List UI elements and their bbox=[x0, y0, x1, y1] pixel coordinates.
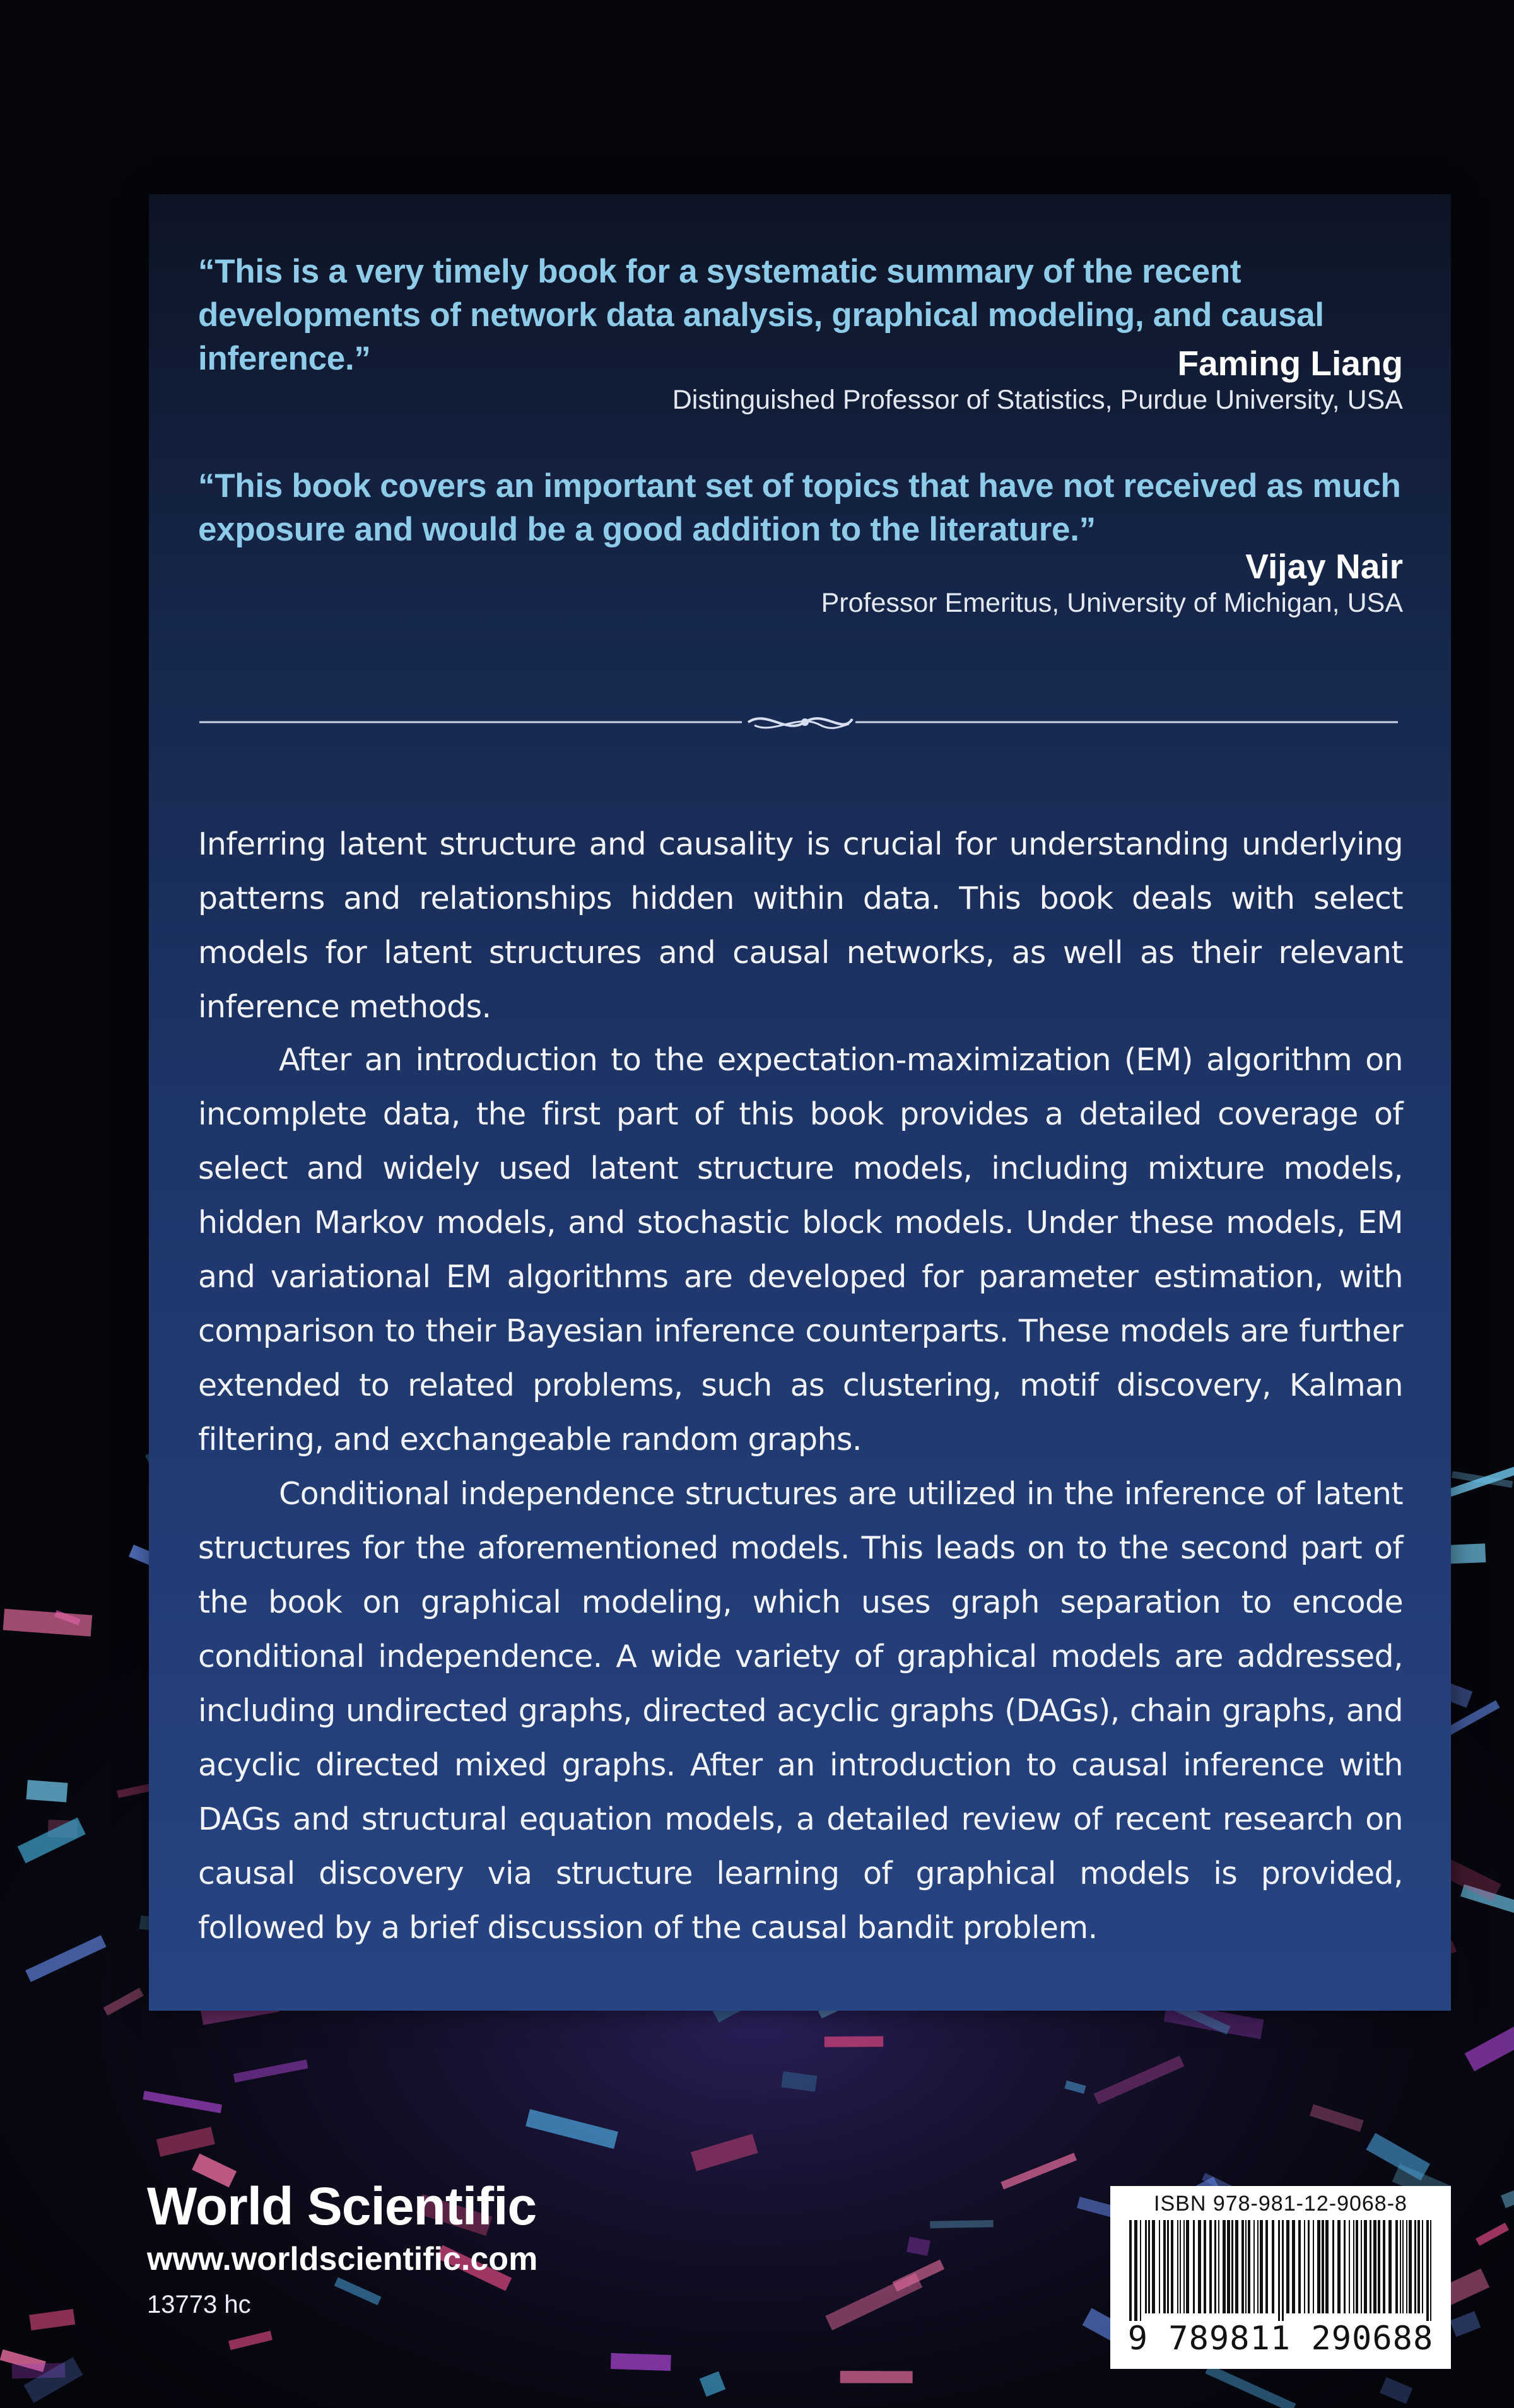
barcode-bar bbox=[1383, 2220, 1385, 2313]
barcode-bar bbox=[1378, 2220, 1380, 2313]
barcode-bar bbox=[1231, 2220, 1233, 2313]
barcode-bar bbox=[1245, 2220, 1247, 2313]
isbn-barcode bbox=[1110, 2186, 1451, 2369]
barcode-bar bbox=[1426, 2220, 1429, 2321]
description-paragraph-3: Conditional independence structures are utilized in the inference of latent structures for the aforementioned models. This leads on to the second part of the book on graphical modeling, which uses graph separation to encode conditional independence. A wide variety of graphical models are addressed, including undirected graphs, directed acyclic graphs (DAGs), chain graphs, and acyclic directed mixed graphs. After an introduction to causal inference with DAGs and structural equation models, a detailed review of recent research on causal discovery via structure learning of graphical models is provided, followed by a brief discussion of the causal bandit problem. bbox=[198, 1476, 1403, 1946]
barcode-bar bbox=[1395, 2220, 1398, 2313]
barcode-bar bbox=[1171, 2220, 1173, 2313]
barcode-bar bbox=[1183, 2220, 1185, 2313]
barcode-bar bbox=[1417, 2220, 1420, 2313]
barcode-bar bbox=[1235, 2220, 1238, 2313]
barcode-bar bbox=[1186, 2220, 1189, 2313]
barcode-bar bbox=[1140, 2220, 1141, 2321]
barcode-bar bbox=[1193, 2220, 1195, 2313]
barcode-bar bbox=[1159, 2220, 1160, 2313]
barcode-bar bbox=[1204, 2220, 1206, 2313]
endorsement-affiliation-1: Distinguished Professor of Statistics, Purdue University, USA bbox=[672, 385, 1403, 415]
barcode-bar bbox=[1370, 2220, 1371, 2313]
barcode-bar bbox=[1332, 2220, 1334, 2313]
barcode-digits: 9 789811 290688 bbox=[1127, 2320, 1434, 2358]
barcode-bar bbox=[1322, 2220, 1324, 2313]
publisher-name: World Scientific bbox=[147, 2177, 537, 2236]
endorsement-quote-2: “This book covers an important set of topics that have not received as much exposure and would be a good addition to the literature.” bbox=[198, 467, 1401, 548]
barcode-bar bbox=[1223, 2220, 1226, 2313]
barcode-bar bbox=[1422, 2220, 1423, 2313]
barcode-bar bbox=[1177, 2220, 1178, 2313]
light-streak bbox=[26, 1780, 68, 1802]
barcode-bar bbox=[1163, 2220, 1166, 2313]
barcode-bar bbox=[1218, 2220, 1219, 2313]
ornamental-flourish-icon bbox=[199, 706, 1398, 738]
barcode-bar bbox=[1406, 2220, 1407, 2313]
barcode-bar bbox=[1257, 2220, 1259, 2313]
barcode-bar bbox=[1265, 2220, 1268, 2313]
barcode-bar bbox=[1286, 2220, 1289, 2313]
barcode-bar bbox=[1272, 2220, 1274, 2313]
light-streak bbox=[930, 2220, 993, 2228]
barcode-bar bbox=[1241, 2220, 1244, 2313]
barcode-bar bbox=[1353, 2220, 1354, 2313]
barcode-bar bbox=[1430, 2220, 1431, 2321]
barcode-bar bbox=[1180, 2220, 1181, 2313]
barcode-bar bbox=[1388, 2220, 1392, 2313]
barcode-bar bbox=[1402, 2220, 1404, 2313]
barcode-bar bbox=[1409, 2220, 1412, 2313]
description-paragraph-1: Inferring latent structure and causality is crucial for understanding underlying patterns and relationships hidden within data. This book deals with select models for latent structures and causal networks, as well as their relevant inference methods. bbox=[198, 826, 1403, 1025]
barcode-bar bbox=[1282, 2220, 1284, 2321]
endorsement-affiliation-2: Professor Emeritus, University of Michigan, USA bbox=[821, 588, 1403, 618]
barcode-bar bbox=[1414, 2220, 1416, 2313]
barcode-bar bbox=[1167, 2220, 1169, 2313]
isbn-label: ISBN 978-981-12-9068-8 bbox=[1154, 2192, 1407, 2216]
barcode-bar bbox=[1304, 2220, 1305, 2313]
barcode-bar bbox=[1373, 2220, 1376, 2313]
barcode-bar bbox=[1152, 2220, 1155, 2313]
barcode-bar bbox=[1145, 2220, 1147, 2313]
light-streak bbox=[824, 2036, 884, 2047]
publisher-url: www.worldscientific.com bbox=[147, 2241, 538, 2277]
barcode-bar bbox=[1356, 2220, 1358, 2313]
barcode-bar bbox=[1337, 2220, 1341, 2313]
barcode-bar bbox=[1129, 2220, 1132, 2321]
barcode-bar bbox=[1325, 2220, 1329, 2313]
barcode-bar bbox=[1134, 2220, 1137, 2321]
barcode-bar bbox=[1253, 2220, 1255, 2313]
barcode-bar bbox=[1198, 2220, 1201, 2313]
barcode-bar bbox=[1344, 2220, 1346, 2313]
barcode-bar bbox=[1148, 2220, 1150, 2313]
barcode-bar bbox=[1298, 2220, 1301, 2313]
endorsement-quote-1: “This is a very timely book for a systematic summary of the recent developments of network data analysis, graphical modeling, and causal inference.” bbox=[198, 253, 1324, 377]
barcode-bar bbox=[1260, 2220, 1263, 2313]
barcode-bar bbox=[1227, 2220, 1230, 2313]
barcode-bar bbox=[1361, 2220, 1362, 2313]
light-streak bbox=[840, 2371, 913, 2383]
barcode-bar bbox=[1209, 2220, 1212, 2313]
endorsement-author-2: Vijay Nair bbox=[1245, 547, 1403, 586]
barcode-bar bbox=[1349, 2220, 1350, 2313]
barcode-bar bbox=[1308, 2220, 1310, 2313]
barcode-bar bbox=[1364, 2220, 1367, 2313]
light-streak bbox=[611, 2353, 671, 2371]
barcode-bar bbox=[1400, 2220, 1401, 2313]
barcode-icon bbox=[1123, 2220, 1438, 2321]
barcode-bar bbox=[1292, 2220, 1295, 2313]
barcode-bar bbox=[1214, 2220, 1216, 2313]
description-paragraph-2: After an introduction to the expectation-maximization (EM) algorithm on incomplete data, the first part of this book provides a detailed coverage of select and widely used latent structure models, including mixture models, hidden Markov models, and stochastic block models. Under these models, EM and variational EM algorithms are developed for parameter estimation, with comparison to their Bayesian inference counterparts. These models are further extended to related problems, such as clustering, motif discovery, Kalman filtering, and exchangeable random graphs. bbox=[198, 1042, 1403, 1458]
barcode-bar bbox=[1278, 2220, 1280, 2321]
barcode-bar bbox=[1317, 2220, 1320, 2313]
barcode-bar bbox=[1248, 2220, 1250, 2313]
barcode-bar bbox=[1313, 2220, 1314, 2313]
endorsement-author-1: Faming Liang bbox=[1177, 344, 1403, 383]
content-panel bbox=[149, 194, 1451, 2011]
product-code: 13773 hc bbox=[147, 2291, 251, 2318]
